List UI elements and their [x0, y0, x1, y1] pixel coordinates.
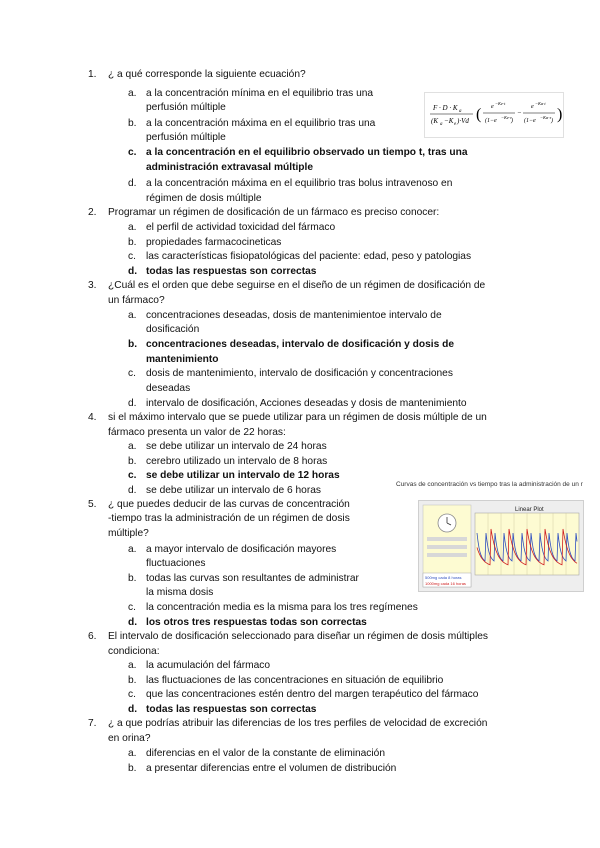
option-letter: b.: [128, 339, 138, 350]
question-number: 7.: [88, 718, 97, 729]
option-letter: d.: [128, 266, 138, 277]
option-text: los otros tres respuestas todas son correctas: [146, 617, 367, 628]
option-text: propiedades farmacocineticas: [146, 237, 282, 248]
question-text: múltiple?: [108, 528, 149, 539]
question-text: ¿ que puedes deducir de las curvas de concentración: [108, 499, 350, 510]
question-text: ¿Cuál es el orden que debe seguirse en el diseño de un régimen de dosificación de: [108, 280, 486, 291]
chart-figure: [418, 500, 584, 592]
option-letter: d.: [128, 704, 138, 715]
option-text: administración extravasal múltiple: [146, 162, 314, 173]
option-text: deseadas: [146, 383, 191, 394]
option-letter: a.: [128, 441, 137, 452]
svg-text:a: a: [440, 122, 443, 127]
option-text: a la concentración máxima en el equilibrio tras bolus intravenoso en: [146, 178, 453, 189]
question-number: 3.: [88, 280, 97, 291]
option-text: a presentar diferencias entre el volumen de distribución: [146, 763, 397, 774]
svg-text:e: e: [491, 104, 494, 110]
question-number: 1.: [88, 69, 97, 80]
concentration-chart: [419, 501, 583, 591]
question-text: un fármaco?: [108, 295, 165, 306]
chart-caption: Curvas de concentración vs tiempo tras la administración de un r: [396, 481, 583, 488]
svg-text:)·Vd: )·Vd: [457, 117, 469, 125]
option-text: intervalo de dosificación, Acciones deseadas y dosis de mantenimiento: [146, 398, 467, 409]
question-text: ¿ a que podrías atribuir las diferencias de los tres perfiles de velocidad de excreción: [108, 718, 488, 729]
option-text: a la concentración máxima en el equilibrio tras una: [146, 118, 376, 129]
option-text: las características fisiopatológicas del paciente: edad, peso y patologias: [146, 251, 472, 262]
option-letter: c.: [128, 470, 137, 481]
option-letter: b.: [128, 573, 137, 584]
option-letter: d.: [128, 485, 137, 496]
svg-text:−Ka·τ: −Ka·τ: [540, 115, 552, 120]
question-text: fármaco presenta un valor de 22 horas:: [108, 427, 286, 438]
legend-item-1000mg: 1000mg cada 16 horas: [425, 581, 466, 586]
option-letter: b.: [128, 456, 137, 467]
legend-item-500mg: 500mg cada 8 horas: [425, 575, 462, 580]
option-text: todas las respuestas son correctas: [146, 704, 317, 715]
svg-text:−Ka·t: −Ka·t: [535, 101, 546, 106]
option-letter: b.: [128, 118, 137, 129]
option-text: concentraciones deseadas, intervalo de dosificación y dosis de: [146, 339, 454, 350]
option-text: a mayor intervalo de dosificación mayores: [146, 544, 337, 555]
option-text: diferencias en el valor de la constante de eliminación: [146, 748, 385, 759]
option-text: que las concentraciones estén dentro del margen terapéutico del fármaco: [146, 689, 479, 700]
option-letter: a.: [128, 544, 137, 555]
option-text: fluctuaciones: [146, 558, 206, 569]
question-text: condiciona:: [108, 646, 160, 657]
option-letter: a.: [128, 88, 137, 99]
option-letter: c.: [128, 147, 137, 158]
option-text: todas las curvas son resultantes de administrar: [146, 573, 359, 584]
question-text: en orina?: [108, 733, 151, 744]
svg-text:): ): [551, 118, 553, 124]
option-letter: c.: [128, 368, 136, 379]
question-text: -tiempo tras la administración de un régimen de dosis: [108, 513, 350, 524]
equation-image: [425, 93, 563, 137]
svg-text:−: −: [517, 109, 522, 117]
option-letter: a.: [128, 222, 137, 233]
question-number: 6.: [88, 631, 97, 642]
option-letter: a.: [128, 310, 137, 321]
question-number: 4.: [88, 412, 97, 423]
svg-text:(1−e: (1−e: [524, 118, 536, 124]
option-text: la misma dosis: [146, 587, 214, 598]
question-text: ¿ a qué corresponde la siguiente ecuación?: [108, 69, 306, 80]
option-text: dosificación: [146, 324, 200, 335]
question-text: Programar un régimen de dosificación de un fármaco es preciso conocer:: [108, 207, 440, 218]
option-letter: c.: [128, 251, 136, 262]
option-text: el perfil de actividad toxicidad del fármaco: [146, 222, 336, 233]
equation-figure: [424, 92, 564, 138]
question-text: si el máximo intervalo que se puede utilizar para un régimen de dosis múltiple de un: [108, 412, 487, 423]
option-text: perfusión múltiple: [146, 132, 226, 143]
svg-text:−Ke·t: −Ke·t: [495, 101, 506, 106]
svg-text:F · D · K: F · D · K: [433, 104, 458, 112]
svg-text:(K: (K: [431, 117, 438, 125]
option-text: cerebro utilizado un intervalo de 8 horas: [146, 456, 328, 467]
option-text: todas las respuestas son correctas: [146, 266, 317, 277]
option-text: se debe utilizar un intervalo de 24 horas: [146, 441, 327, 452]
option-letter: b.: [128, 763, 137, 774]
option-text: a la concentración en el equilibrio observado un tiempo t, tras una: [146, 147, 468, 158]
svg-text:a: a: [459, 109, 462, 114]
option-text: la concentración media es la misma para los tres regímenes: [146, 602, 418, 613]
option-text: concentraciones deseadas, dosis de mantenimientoe intervalo de: [146, 310, 442, 321]
option-text: dosis de mantenimiento, intervalo de dosificación y concentraciones: [146, 368, 453, 379]
svg-text:−K: −K: [444, 117, 454, 125]
svg-text:(: (: [476, 106, 482, 123]
svg-text:(1−e: (1−e: [485, 118, 497, 124]
option-letter: c.: [128, 602, 136, 613]
option-text: se debe utilizar un intervalo de 6 horas: [146, 485, 321, 496]
option-letter: c.: [128, 689, 136, 700]
option-letter: b.: [128, 237, 137, 248]
option-letter: d.: [128, 398, 137, 409]
option-text: la acumulación del fármaco: [146, 660, 271, 671]
option-text: las fluctuaciones de las concentraciones en situación de equilibrio: [146, 675, 444, 686]
option-text: régimen de dosis múltiple: [146, 193, 262, 204]
option-text: se debe utilizar un intervalo de 12 horas: [146, 470, 340, 481]
option-text: mantenimiento: [146, 354, 219, 365]
option-letter: d.: [128, 178, 137, 189]
option-letter: a.: [128, 748, 137, 759]
svg-text:e: e: [454, 122, 457, 127]
question-number: 2.: [88, 207, 97, 218]
question-text: El intervalo de dosificación seleccionado para diseñar un régimen de dosis múltiples: [108, 631, 488, 642]
svg-text:): ): [557, 106, 563, 123]
chart-title: Linear Plot: [515, 507, 544, 513]
svg-text:): ): [511, 118, 513, 124]
option-letter: a.: [128, 660, 137, 671]
option-letter: b.: [128, 675, 137, 686]
option-text: perfusión múltiple: [146, 102, 226, 113]
option-text: a la concentración mínima en el equilibrio tras una: [146, 88, 374, 99]
svg-text:−Ke·τ: −Ke·τ: [501, 115, 512, 120]
svg-text:e: e: [531, 104, 534, 110]
question-number: 5.: [88, 499, 97, 510]
option-letter: d.: [128, 617, 138, 628]
